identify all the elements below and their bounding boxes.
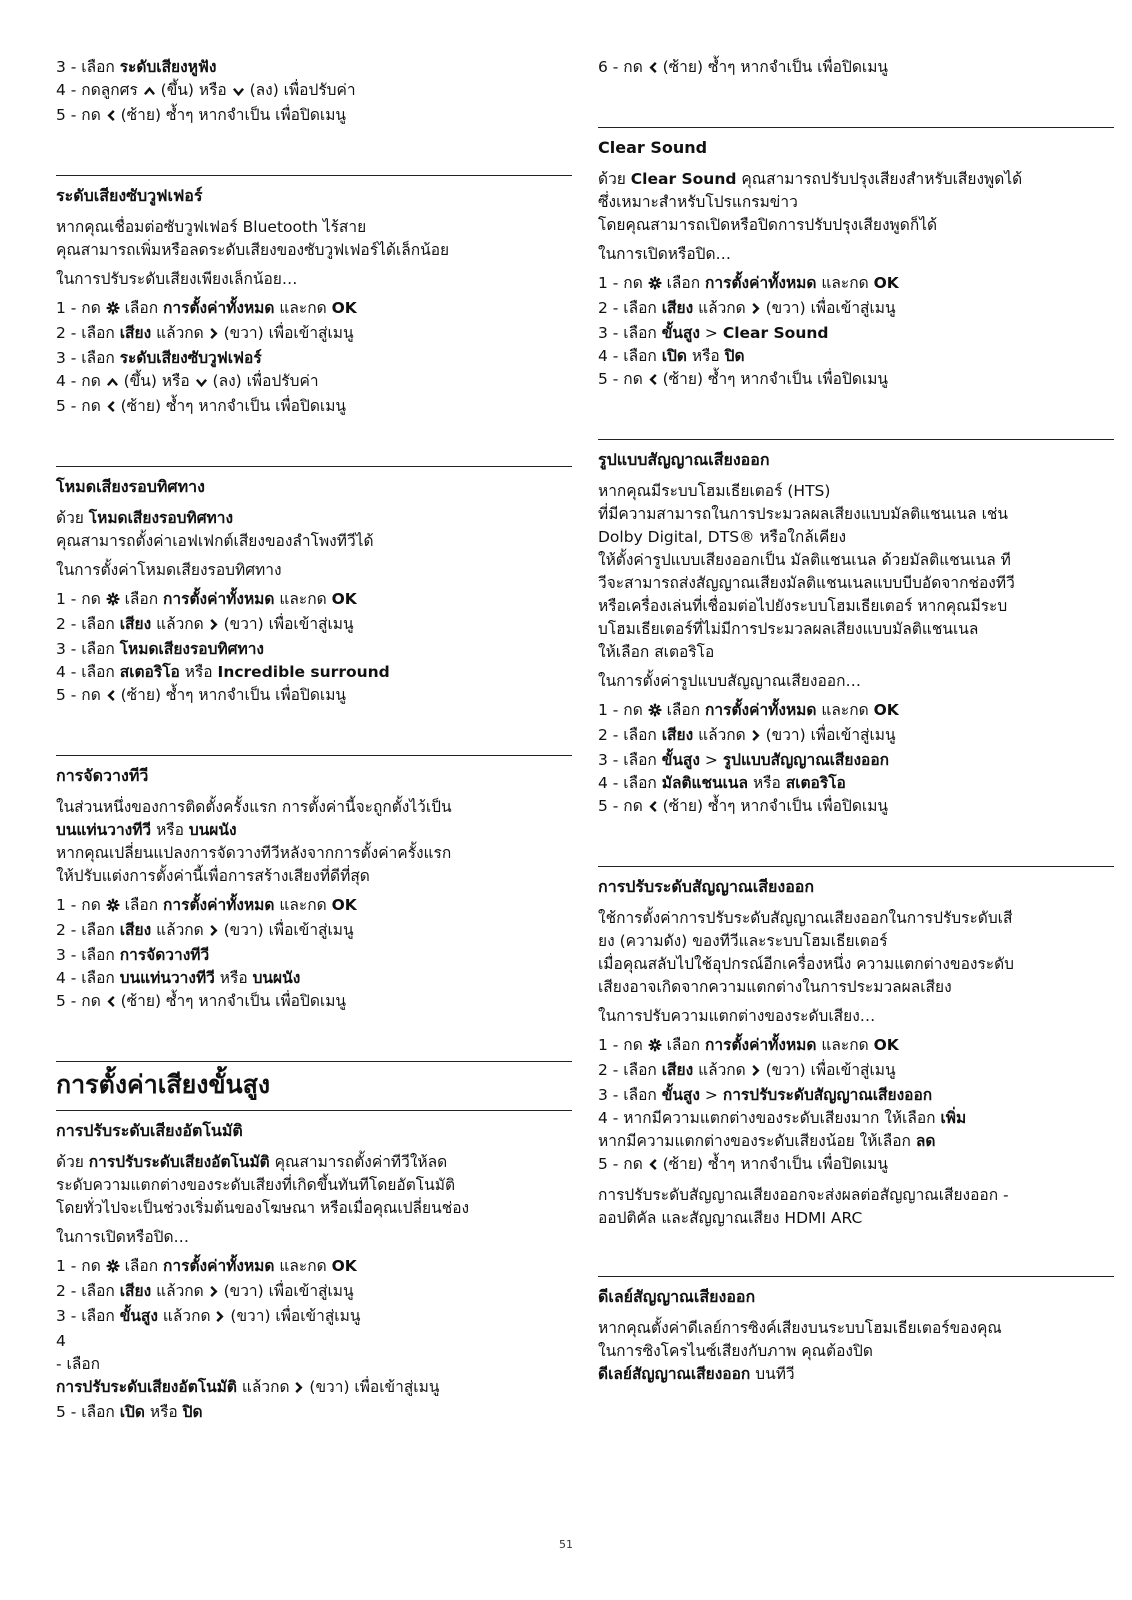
chevron-right-icon bbox=[751, 299, 761, 322]
menu-term: การตั้งค่าทั้งหมด bbox=[163, 896, 275, 914]
text-run: > bbox=[699, 751, 723, 769]
text-run: (ซ้าย) ซ้ำๆ หากจำเป็น เพื่อปิดเมนู bbox=[657, 1155, 889, 1173]
step-item bbox=[56, 104, 572, 129]
menu-term: เสียง bbox=[661, 299, 694, 317]
chevron-left-icon bbox=[106, 397, 116, 420]
paragraph: ในการเปิดหรือปิด… bbox=[598, 245, 732, 263]
step-item bbox=[598, 1084, 1114, 1107]
text-run: ด้วย bbox=[598, 170, 631, 188]
gear-icon bbox=[648, 701, 662, 724]
text-line: Dolby Digital, DTS® หรือใกล้เคียง bbox=[598, 528, 847, 546]
section-subwoofer bbox=[56, 175, 572, 420]
text-line: หากคุณตั้งค่าดีเลย์การซิงค์เสียงบนระบบโฮมเธียเตอร์ของคุณ bbox=[598, 1319, 1002, 1337]
text-run: 3 - เลือก bbox=[598, 1086, 662, 1104]
section-title: Clear Sound bbox=[598, 138, 708, 157]
chapter-title: การตั้งค่าเสียงขั้นสูง bbox=[56, 1070, 271, 1099]
step-list bbox=[598, 1034, 1114, 1178]
menu-term: สเตอริโอ bbox=[119, 663, 180, 681]
text-line: หากคุณเชื่อมต่อซับวูฟเฟอร์ Bluetooth ไร้สาย bbox=[56, 218, 367, 236]
text-line: ให้ตั้งค่ารูปแบบเสียงออกเป็น มัลติแชนเนล ด้วยมัลติแชนเนล ที bbox=[598, 551, 1011, 569]
step-item bbox=[56, 894, 572, 919]
text-run: 5 - กด bbox=[56, 106, 106, 124]
text-run: เลือก bbox=[661, 701, 706, 719]
chevron-right-icon bbox=[209, 324, 219, 347]
text-run: (ขวา) เพื่อเข้าสู่เมนู bbox=[760, 299, 896, 317]
step-item bbox=[56, 1280, 572, 1305]
text-run: 4 bbox=[56, 1332, 66, 1350]
section-title: การจัดวางทีวี bbox=[56, 766, 149, 785]
text-line: ยง (ความดัง) ของทีวีและระบบโฮมเธียเตอร์ bbox=[598, 932, 888, 950]
paragraph bbox=[598, 168, 1114, 237]
text-run: 5 - กด bbox=[598, 1155, 648, 1173]
chevron-up-icon bbox=[143, 81, 156, 104]
text-run: แล้วกด bbox=[236, 1378, 295, 1396]
text-run: (ซ้าย) ซ้ำๆ หากจำเป็น เพื่อปิดเมนู bbox=[657, 58, 889, 76]
text-line: หากคุณมีระบบโฮมเธียเตอร์ (HTS) bbox=[598, 482, 831, 500]
text-run: และกด bbox=[274, 1257, 332, 1275]
text-run: เลือก bbox=[119, 1257, 164, 1275]
step-item bbox=[598, 724, 1114, 749]
step-item bbox=[598, 1153, 1114, 1178]
gear-icon bbox=[648, 1036, 662, 1059]
text-run: และกด bbox=[816, 701, 874, 719]
text-line: ออปติคัล และสัญญาณเสียง HDMI ARC bbox=[598, 1209, 863, 1227]
text-run: เลือก bbox=[661, 1036, 706, 1054]
step-item bbox=[598, 272, 1114, 297]
step-item bbox=[598, 345, 1114, 368]
menu-term: ขั้นสูง bbox=[119, 1307, 158, 1325]
text-run: (ขวา) เพื่อเข้าสู่เมนู bbox=[218, 324, 354, 342]
paragraph bbox=[56, 216, 572, 262]
paragraph bbox=[598, 907, 1114, 999]
step-item bbox=[56, 613, 572, 638]
text-run: 5 - กด bbox=[56, 992, 106, 1010]
menu-term: บนแท่นวางทีวี bbox=[119, 969, 215, 987]
text-run: 1 - กด bbox=[598, 701, 648, 719]
step-item bbox=[598, 1107, 1114, 1130]
text-run: > bbox=[699, 324, 723, 342]
text-run: (ขวา) เพื่อเข้าสู่เมนู bbox=[218, 921, 354, 939]
paragraph bbox=[56, 507, 572, 553]
paragraph bbox=[56, 796, 572, 888]
text-line: โดยทั่วไปจะเป็นช่วงเริ่มต้นของโฆษณา หรือเมื่อคุณเปลี่ยนช่อง bbox=[56, 1199, 470, 1217]
text-run: 2 - เลือก bbox=[56, 921, 120, 939]
text-line bbox=[56, 819, 572, 842]
gear-icon bbox=[106, 590, 120, 613]
text-run: แล้วกด bbox=[693, 299, 751, 317]
text-line: เสียงอาจเกิดจากความแตกต่างในการประมวลผลเสียง bbox=[598, 978, 952, 996]
text-run: (ขึ้น) หรือ bbox=[155, 81, 232, 99]
text-line: ที่มีความสามารถในการประมวลผลเสียงแบบมัลติแชนเนล เช่น bbox=[598, 505, 1008, 523]
menu-term: Incredible surround bbox=[217, 663, 390, 681]
text-line: เมื่อคุณสลับไปใช้อุปกรณ์อีกเครื่องหนึ่ง ความแตกต่างของระดับ bbox=[598, 955, 1015, 973]
text-run: 1 - กด bbox=[56, 1257, 106, 1275]
menu-term: การตั้งค่าทั้งหมด bbox=[705, 274, 817, 292]
menu-term: โหมดเสียงรอบทิศทาง bbox=[88, 509, 234, 527]
text-run: - เลือก bbox=[56, 1355, 101, 1373]
text-run: 4 - หากมีความแตกต่างของระดับเสียงมาก ให้เลือก bbox=[598, 1109, 941, 1127]
menu-term: OK bbox=[873, 1036, 899, 1054]
menu-term: ลด bbox=[915, 1132, 936, 1150]
text-run: 4 - เลือก bbox=[598, 774, 662, 792]
step-item bbox=[56, 395, 572, 420]
step-item bbox=[598, 1034, 1114, 1059]
paragraph bbox=[598, 1184, 1114, 1230]
text-run: (ซ้าย) ซ้ำๆ หากจำเป็น เพื่อปิดเมนู bbox=[657, 370, 889, 388]
right-column bbox=[598, 56, 1114, 1392]
menu-term: เปิด bbox=[661, 347, 687, 365]
step-item bbox=[56, 919, 572, 944]
menu-term: ขั้นสูง bbox=[661, 1086, 700, 1104]
text-run: และกด bbox=[274, 896, 332, 914]
text-run: เลือก bbox=[119, 896, 164, 914]
text-run: 3 - เลือก bbox=[598, 324, 662, 342]
text-run: หรือ bbox=[151, 821, 189, 839]
text-run: (ลง) เพื่อปรับค่า bbox=[244, 81, 356, 99]
text-line: บโฮมเธียเตอร์ที่ไม่มีการประมวลผลเสียงแบบมัลติแชนเนล bbox=[598, 620, 979, 638]
text-run: และกด bbox=[274, 590, 332, 608]
text-run: เลือก bbox=[119, 299, 164, 317]
text-run: 2 - เลือก bbox=[598, 299, 662, 317]
section-output-format bbox=[598, 439, 1114, 820]
menu-term: เสียง bbox=[119, 324, 152, 342]
paragraph: ในการตั้งค่ารูปแบบสัญญาณเสียงออก… bbox=[598, 672, 861, 690]
chevron-up-icon bbox=[106, 372, 119, 395]
step-item bbox=[598, 772, 1114, 795]
chevron-right-icon bbox=[209, 921, 219, 944]
menu-term: การจัดวางทีวี bbox=[119, 946, 210, 964]
text-run: คุณสามารถปรับปรุงเสียงสำหรับเสียงพูดได้ bbox=[736, 170, 1023, 188]
text-run: แล้วกด bbox=[151, 615, 209, 633]
step-item bbox=[56, 588, 572, 613]
menu-term: OK bbox=[873, 701, 899, 719]
text-run: และกด bbox=[274, 299, 332, 317]
menu-term: รูปแบบสัญญาณเสียงออก bbox=[722, 751, 890, 769]
text-run: (ขวา) เพื่อเข้าสู่เมนู bbox=[218, 615, 354, 633]
text-line: ระดับความแตกต่างของระดับเสียงที่เกิดขึ้นทันทีโดยอัตโนมัติ bbox=[56, 1176, 456, 1194]
text-run: 5 - กด bbox=[56, 397, 106, 415]
text-line: หากคุณเปลี่ยนแปลงการจัดวางทีวีหลังจากการตั้งค่าครั้งแรก bbox=[56, 844, 452, 862]
menu-term: Clear Sound bbox=[722, 324, 829, 342]
menu-term: ขั้นสูง bbox=[661, 324, 700, 342]
step-item bbox=[56, 944, 572, 967]
text-run: (ขวา) เพื่อเข้าสู่เมนู bbox=[304, 1378, 440, 1396]
text-run: 5 - กด bbox=[598, 370, 648, 388]
menu-term: การตั้งค่าทั้งหมด bbox=[163, 1257, 275, 1275]
text-run: แล้วกด bbox=[151, 1282, 209, 1300]
text-run: หรือ bbox=[686, 347, 725, 365]
text-line: หรือเครื่องเล่นที่เชื่อมต่อไปยังระบบโฮมเธียเตอร์ หากคุณมีระบ bbox=[598, 597, 1008, 615]
text-run: เลือก bbox=[119, 590, 164, 608]
chevron-down-icon bbox=[195, 372, 208, 395]
chevron-right-icon bbox=[209, 615, 219, 638]
chevron-left-icon bbox=[648, 58, 658, 81]
chevron-right-icon bbox=[215, 1307, 225, 1330]
chevron-left-icon bbox=[648, 797, 658, 820]
text-run: (ขึ้น) หรือ bbox=[118, 372, 195, 390]
menu-term: เพิ่ม bbox=[940, 1109, 967, 1127]
step-list bbox=[598, 56, 1114, 81]
paragraph: ในการตั้งค่าโหมดเสียงรอบทิศทาง bbox=[56, 561, 282, 579]
chevron-right-icon bbox=[751, 726, 761, 749]
step-item bbox=[56, 638, 572, 661]
section-title: รูปแบบสัญญาณเสียงออก bbox=[598, 450, 770, 469]
menu-term: การตั้งค่าทั้งหมด bbox=[705, 1036, 817, 1054]
text-run: 1 - กด bbox=[56, 299, 106, 317]
gear-icon bbox=[648, 274, 662, 297]
text-line bbox=[56, 507, 572, 530]
text-run: (ลง) เพื่อปรับค่า bbox=[207, 372, 319, 390]
menu-term: ระดับเสียงซับวูฟเฟอร์ bbox=[119, 349, 262, 367]
step-list bbox=[56, 588, 572, 709]
gear-icon bbox=[106, 896, 120, 919]
text-run: 3 - เลือก bbox=[56, 349, 120, 367]
step-item bbox=[56, 297, 572, 322]
text-run: (ขวา) เพื่อเข้าสู่เมนู bbox=[760, 726, 896, 744]
text-run: 2 - เลือก bbox=[598, 1061, 662, 1079]
text-run: แล้วกด bbox=[693, 726, 751, 744]
step-item bbox=[56, 56, 572, 79]
text-run: (ซ้าย) ซ้ำๆ หากจำเป็น เพื่อปิดเมนู bbox=[115, 106, 347, 124]
paragraph: ในการเปิดหรือปิด… bbox=[56, 1228, 190, 1246]
text-run: แล้วกด bbox=[151, 324, 209, 342]
chevron-right-icon bbox=[751, 1061, 761, 1084]
step-item bbox=[598, 297, 1114, 322]
text-run: (ซ้าย) ซ้ำๆ หากจำเป็น เพื่อปิดเมนู bbox=[657, 797, 889, 815]
step-item bbox=[56, 1376, 572, 1401]
text-run: หรือ bbox=[179, 663, 218, 681]
text-line bbox=[598, 168, 1114, 191]
text-run: (ซ้าย) ซ้ำๆ หากจำเป็น เพื่อปิดเมนู bbox=[115, 992, 347, 1010]
menu-term: ดีเลย์สัญญาณเสียงออก bbox=[598, 1365, 751, 1383]
text-run: 2 - เลือก bbox=[598, 726, 662, 744]
step-item bbox=[598, 699, 1114, 724]
text-run: หรือ bbox=[748, 774, 786, 792]
step-list bbox=[56, 56, 572, 129]
paragraph: ในการปรับระดับเสียงเพียงเล็กน้อย… bbox=[56, 270, 298, 288]
menu-term: บนผนัง bbox=[252, 969, 301, 987]
step-item bbox=[56, 990, 572, 1015]
section-title: การปรับระดับสัญญาณเสียงออก bbox=[598, 877, 815, 896]
step-item bbox=[56, 347, 572, 370]
text-line bbox=[598, 1363, 1114, 1386]
paragraph bbox=[598, 1317, 1114, 1386]
section-surround bbox=[56, 466, 572, 709]
text-run: 1 - กด bbox=[598, 274, 648, 292]
text-run: ด้วย bbox=[56, 509, 89, 527]
text-run: (ขวา) เพื่อเข้าสู่เมนู bbox=[218, 1282, 354, 1300]
step-item bbox=[56, 1330, 572, 1353]
text-run: 4 - เลือก bbox=[56, 969, 120, 987]
section-title: การปรับระดับเสียงอัตโนมัติ bbox=[56, 1121, 243, 1140]
chevron-left-icon bbox=[106, 686, 116, 709]
text-run: ด้วย bbox=[56, 1153, 89, 1171]
menu-term: มัลติแชนเนล bbox=[661, 774, 749, 792]
menu-term: ระดับเสียงหูฟัง bbox=[119, 58, 217, 76]
text-line: การปรับระดับสัญญาณเสียงออกจะส่งผลต่อสัญญาณเสียงออก - bbox=[598, 1186, 1009, 1204]
step-item bbox=[56, 684, 572, 709]
text-run: หรือ bbox=[214, 969, 253, 987]
gear-icon bbox=[106, 1257, 120, 1280]
menu-term: Clear Sound bbox=[630, 170, 737, 188]
chevron-left-icon bbox=[648, 1155, 658, 1178]
section-output-delay bbox=[598, 1276, 1114, 1386]
text-run: แล้วกด bbox=[693, 1061, 751, 1079]
text-run: หรือ bbox=[144, 1403, 183, 1421]
text-line: ให้ปรับแต่งการตั้งค่านี้เพื่อการสร้างเสียงที่ดีที่สุด bbox=[56, 867, 370, 885]
text-run: 2 - เลือก bbox=[56, 615, 120, 633]
text-run: (ซ้าย) ซ้ำๆ หากจำเป็น เพื่อปิดเมนู bbox=[115, 686, 347, 704]
step-item bbox=[56, 661, 572, 684]
text-run: 3 - เลือก bbox=[56, 1307, 120, 1325]
text-run: (ขวา) เพื่อเข้าสู่เมนู bbox=[760, 1061, 896, 1079]
text-run: หากมีความแตกต่างของระดับเสียงน้อย ให้เลือก bbox=[598, 1132, 916, 1150]
menu-term: การตั้งค่าทั้งหมด bbox=[705, 701, 817, 719]
chevron-left-icon bbox=[648, 370, 658, 393]
text-run: 2 - เลือก bbox=[56, 324, 120, 342]
step-item bbox=[56, 967, 572, 990]
menu-term: การปรับระดับเสียงอัตโนมัติ bbox=[56, 1378, 237, 1396]
menu-term: การปรับระดับสัญญาณเสียงออก bbox=[722, 1086, 933, 1104]
text-run: 5 - กด bbox=[56, 686, 106, 704]
text-line: คุณสามารถเพิ่มหรือลดระดับเสียงของซับวูฟเฟอร์ได้เล็กน้อย bbox=[56, 241, 450, 259]
section-clear-sound bbox=[598, 127, 1114, 393]
step-item bbox=[598, 749, 1114, 772]
text-line: ซึ่งเหมาะสำหรับโปรแกรมข่าว bbox=[598, 193, 798, 211]
text-line: ให้เลือก สเตอริโอ bbox=[598, 643, 715, 661]
text-run: 3 - เลือก bbox=[598, 751, 662, 769]
section-placement bbox=[56, 755, 572, 1015]
text-run: 4 - กด bbox=[56, 372, 106, 390]
step-item bbox=[598, 1059, 1114, 1084]
text-run: คุณสามารถตั้งค่าทีวีให้ลด bbox=[269, 1153, 448, 1171]
menu-term: เสียง bbox=[661, 1061, 694, 1079]
paragraph bbox=[598, 480, 1114, 664]
menu-term: ขั้นสูง bbox=[661, 751, 700, 769]
text-run: 3 - เลือก bbox=[56, 58, 120, 76]
section-output-leveling bbox=[598, 866, 1114, 1230]
chevron-left-icon bbox=[106, 106, 116, 129]
text-run: เลือก bbox=[661, 274, 706, 292]
text-run: 1 - กด bbox=[598, 1036, 648, 1054]
step-list bbox=[56, 894, 572, 1015]
paragraph bbox=[56, 1151, 572, 1220]
paragraph: ในการปรับความแตกต่างของระดับเสียง… bbox=[598, 1007, 876, 1025]
text-line bbox=[56, 1151, 572, 1174]
text-run: > bbox=[699, 1086, 723, 1104]
step-item bbox=[598, 56, 1114, 81]
text-run: บนทีวี bbox=[750, 1365, 795, 1383]
menu-term: OK bbox=[331, 896, 357, 914]
text-line: ใช้การตั้งค่าการปรับระดับสัญญาณเสียงออกในการปรับระดับเสี bbox=[598, 909, 1013, 927]
step-list bbox=[56, 297, 572, 420]
text-run: และกด bbox=[816, 274, 874, 292]
step-item bbox=[56, 370, 572, 395]
section-title: โหมดเสียงรอบทิศทาง bbox=[56, 477, 205, 496]
menu-term: OK bbox=[331, 590, 357, 608]
chevron-right-icon bbox=[209, 1282, 219, 1305]
step-item bbox=[56, 1401, 572, 1424]
menu-term: ปิด bbox=[724, 347, 745, 365]
menu-term: การปรับระดับเสียงอัตโนมัติ bbox=[88, 1153, 270, 1171]
left-column bbox=[56, 56, 572, 1430]
text-run: (ขวา) เพื่อเข้าสู่เมนู bbox=[225, 1307, 361, 1325]
text-run: 2 - เลือก bbox=[56, 1282, 120, 1300]
text-line: ในส่วนหนึ่งของการติดตั้งครั้งแรก การตั้งค่านี้จะถูกตั้งไว้เป็น bbox=[56, 798, 452, 816]
section-title: ระดับเสียงซับวูฟเฟอร์ bbox=[56, 186, 203, 205]
menu-term: เสียง bbox=[119, 615, 152, 633]
gear-icon bbox=[106, 299, 120, 322]
step-item bbox=[56, 322, 572, 347]
text-run: 1 - กด bbox=[56, 896, 106, 914]
step-item bbox=[598, 368, 1114, 393]
step-item bbox=[598, 322, 1114, 345]
text-run: 5 - เลือก bbox=[56, 1403, 120, 1421]
menu-term: OK bbox=[873, 274, 899, 292]
text-line: คุณสามารถตั้งค่าเอฟเฟกต์เสียงของลำโพงทีวีได้ bbox=[56, 532, 374, 550]
text-run: แล้วกด bbox=[157, 1307, 216, 1325]
step-list bbox=[598, 699, 1114, 820]
menu-term: บนผนัง bbox=[188, 821, 237, 839]
text-run: และกด bbox=[816, 1036, 874, 1054]
step-list bbox=[56, 1255, 572, 1424]
section-advanced bbox=[56, 1061, 572, 1424]
text-run: (ซ้าย) ซ้ำๆ หากจำเป็น เพื่อปิดเมนู bbox=[115, 397, 347, 415]
text-run: 4 - เลือก bbox=[598, 347, 662, 365]
text-line: ในการซิงโครไนซ์เสียงกับภาพ คุณต้องปิด bbox=[598, 1342, 873, 1360]
menu-term: สเตอริโอ bbox=[785, 774, 846, 792]
text-run: 3 - เลือก bbox=[56, 946, 120, 964]
chevron-left-icon bbox=[106, 992, 116, 1015]
menu-term: OK bbox=[331, 299, 357, 317]
text-run: 6 - กด bbox=[598, 58, 648, 76]
section-title: ดีเลย์สัญญาณเสียงออก bbox=[598, 1287, 756, 1306]
menu-term: OK bbox=[331, 1257, 357, 1275]
menu-term: การตั้งค่าทั้งหมด bbox=[163, 299, 275, 317]
menu-term: เสียง bbox=[661, 726, 694, 744]
step-item bbox=[56, 1305, 572, 1330]
step-list bbox=[598, 272, 1114, 393]
text-run: 4 - เลือก bbox=[56, 663, 120, 681]
text-run: แล้วกด bbox=[151, 921, 209, 939]
page-number: 51 bbox=[559, 1538, 573, 1551]
menu-term: บนแท่นวางทีวี bbox=[56, 821, 152, 839]
step-item bbox=[56, 1353, 572, 1376]
menu-term: เสียง bbox=[119, 921, 152, 939]
menu-term: การตั้งค่าทั้งหมด bbox=[163, 590, 275, 608]
chevron-right-icon bbox=[294, 1378, 304, 1401]
text-run: 4 - กดลูกศร bbox=[56, 81, 143, 99]
chevron-down-icon bbox=[232, 81, 245, 104]
menu-term: เสียง bbox=[119, 1282, 152, 1300]
menu-term: โหมดเสียงรอบทิศทาง bbox=[119, 640, 264, 658]
text-line: โดยคุณสามารถเปิดหรือปิดการปรับปรุงเสียงพูดก็ได้ bbox=[598, 216, 938, 234]
menu-term: เปิด bbox=[119, 1403, 145, 1421]
text-run: 1 - กด bbox=[56, 590, 106, 608]
menu-term: ปิด bbox=[182, 1403, 203, 1421]
step-item bbox=[598, 795, 1114, 820]
text-run: 3 - เลือก bbox=[56, 640, 120, 658]
text-run: 5 - กด bbox=[598, 797, 648, 815]
step-item bbox=[56, 1255, 572, 1280]
step-item bbox=[598, 1130, 1114, 1153]
text-line: วีจะสามารถส่งสัญญาณเสียงมัลติแชนเนลแบบบีบอัดจากช่องทีวี bbox=[598, 574, 1015, 592]
step-item bbox=[56, 79, 572, 104]
